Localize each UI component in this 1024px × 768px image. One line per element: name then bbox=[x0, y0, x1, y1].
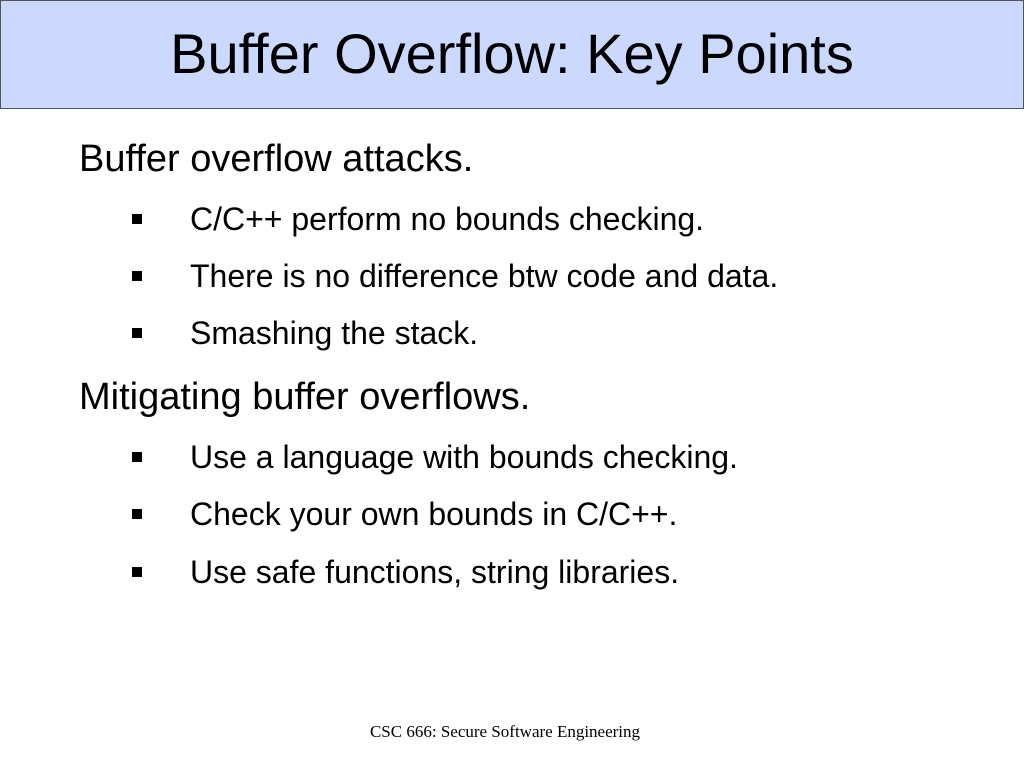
bullet-item bbox=[0, 556, 1024, 596]
slide-title: Buffer Overflow: Key Points bbox=[170, 21, 854, 85]
footer-text: CSC 666: Secure Software Engineering bbox=[369, 722, 641, 741]
section-heading-buffer-overflow-attacks: Buffer overflow attacks. bbox=[79, 138, 474, 180]
bullet-text: Use safe functions, string libraries. bbox=[190, 554, 680, 590]
square-bullet-icon bbox=[132, 271, 142, 281]
bullet-item bbox=[0, 203, 1024, 243]
square-bullet-icon bbox=[132, 452, 142, 462]
bullet-text: Check your own bounds in C/C++. bbox=[190, 496, 678, 532]
bullet-text: There is no difference btw code and data. bbox=[190, 258, 779, 294]
slide-footer bbox=[0, 722, 1010, 742]
square-bullet-icon bbox=[132, 567, 142, 577]
bullet-item bbox=[0, 260, 1024, 300]
bullet-item bbox=[0, 317, 1024, 357]
bullet-item bbox=[0, 441, 1024, 481]
square-bullet-icon bbox=[132, 509, 142, 519]
square-bullet-icon bbox=[132, 328, 142, 338]
bullet-text: C/C++ perform no bounds checking. bbox=[190, 201, 705, 237]
bullet-text: Use a language with bounds checking. bbox=[190, 439, 738, 475]
section-heading-mitigating-buffer-overflows: Mitigating buffer overflows. bbox=[79, 376, 531, 418]
bullet-item bbox=[0, 498, 1024, 538]
bullet-text: Smashing the stack. bbox=[190, 315, 479, 351]
square-bullet-icon bbox=[132, 214, 142, 224]
